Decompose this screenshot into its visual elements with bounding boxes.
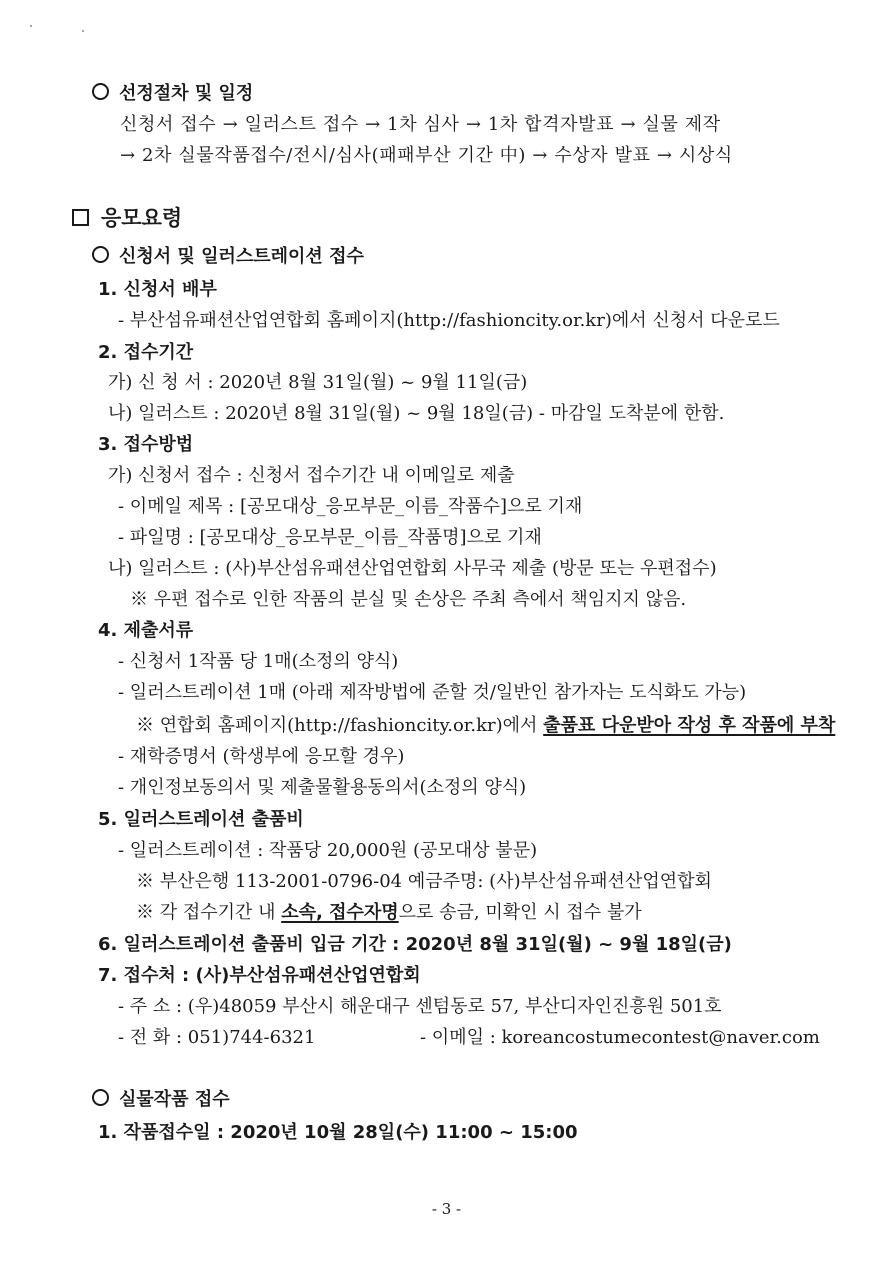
section-3-line-a: 가) 신청서 접수 : 신청서 접수기간 내 이메일로 제출 — [108, 465, 515, 486]
section-4-note: ※ 연합회 홈페이지(http://fashioncity.or.kr)에서 출품표 다운받아 작성 후 작품에 부착 — [136, 715, 836, 736]
schedule-line-1: 신청서 접수 → 일러스트 접수 → 1차 심사 → 1차 합격자발표 → 실물 제작 — [120, 114, 721, 135]
schedule-line-2: → 2차 실물작품접수/전시/심사(패패부산 기간 中) → 수상자 발표 → 시상식 — [120, 145, 733, 166]
emphasis-underline: 소속, 접수자명 — [281, 902, 399, 923]
section-2-line-a: 가) 신 청 서 : 2020년 8월 31일(월) ~ 9월 11일(금) — [108, 372, 528, 393]
section-5-item-1: - 일러스트레이션 : 작품당 20,000원 (공모대상 불문) — [118, 840, 538, 861]
guide-heading: 응모요령 — [72, 206, 182, 230]
section-3-line-a1: - 이메일 제목 : [공모대상_응모부문_이름_작품수]으로 기재 — [118, 496, 583, 517]
circle-bullet-icon — [92, 83, 109, 100]
section-4-item-2: - 일러스트레이션 1매 (아래 제작방법에 준할 것/일반인 참가자는 도식화도 가능) — [118, 682, 747, 703]
square-bullet-icon — [72, 209, 89, 226]
physical-heading: 실물작품 접수 — [92, 1088, 230, 1112]
section-5-note-1: ※ 부산은행 113-2001-0796-04 예금주명: (사)부산섬유패션산업연합회 — [136, 871, 712, 892]
physical-section-1: 1. 작품접수일 : 2020년 10월 28일(수) 11:00 ~ 15:00 — [98, 1122, 578, 1143]
section-4-title: 4. 제출서류 — [98, 620, 194, 641]
page-number: - 3 - — [431, 1200, 462, 1218]
section-7-email: - 이메일 : koreancostumecontest@naver.com — [420, 1027, 820, 1048]
section-4-item-3: - 재학증명서 (학생부에 응모할 경우) — [118, 746, 405, 767]
emphasis-underline: 출품표 다운받아 작성 후 작품에 부착 — [543, 715, 836, 736]
section-3-line-a2: - 파일명 : [공모대상_응모부문_이름_작품명]으로 기재 — [118, 527, 542, 548]
scan-speck — [82, 30, 84, 32]
scan-speck — [30, 25, 32, 27]
section-1-title: 1. 신청서 배부 — [98, 279, 217, 300]
schedule-heading: 선정절차 및 일정 — [92, 82, 253, 106]
section-7-address: - 주 소 : (우)48059 부산시 해운대구 센텀동로 57, 부산디자인진흥원 501호 — [118, 996, 722, 1017]
section-4-item-1: - 신청서 1작품 당 1매(소정의 양식) — [118, 651, 399, 672]
circle-bullet-icon — [92, 246, 109, 263]
application-subheading: 신청서 및 일러스트레이션 접수 — [92, 245, 364, 269]
section-7-title: 7. 접수처 : (사)부산섬유패션산업연합회 — [98, 965, 421, 986]
section-4-item-4: - 개인정보동의서 및 제출물활용동의서(소정의 양식) — [118, 777, 527, 798]
section-3-note: ※ 우편 접수로 인한 작품의 분실 및 손상은 주최 측에서 책임지지 않음. — [130, 589, 687, 610]
section-5-note-2: ※ 각 접수기간 내 소속, 접수자명으로 송금, 미확인 시 접수 불가 — [136, 902, 642, 923]
section-6-title: 6. 일러스트레이션 출품비 입금 기간 : 2020년 8월 31일(월) ~ 9월 18일(금) — [98, 934, 732, 955]
section-1-line: - 부산섬유패션산업연합회 홈페이지(http://fashioncity.or.kr)에서 신청서 다운로드 — [118, 310, 780, 331]
circle-bullet-icon — [92, 1089, 109, 1106]
section-7-phone: - 전 화 : 051)744-6321 — [118, 1027, 316, 1048]
section-5-title: 5. 일러스트레이션 출품비 — [98, 809, 304, 830]
section-3-title: 3. 접수방법 — [98, 434, 194, 455]
section-2-title: 2. 접수기간 — [98, 342, 194, 363]
section-3-line-b: 나) 일러스트 : (사)부산섬유패션산업연합회 사무국 제출 (방문 또는 우편접수) — [108, 558, 717, 579]
section-2-line-b: 나) 일러스트 : 2020년 8월 31일(월) ~ 9월 18일(금) - 마감일 도착분에 한함. — [108, 403, 725, 424]
